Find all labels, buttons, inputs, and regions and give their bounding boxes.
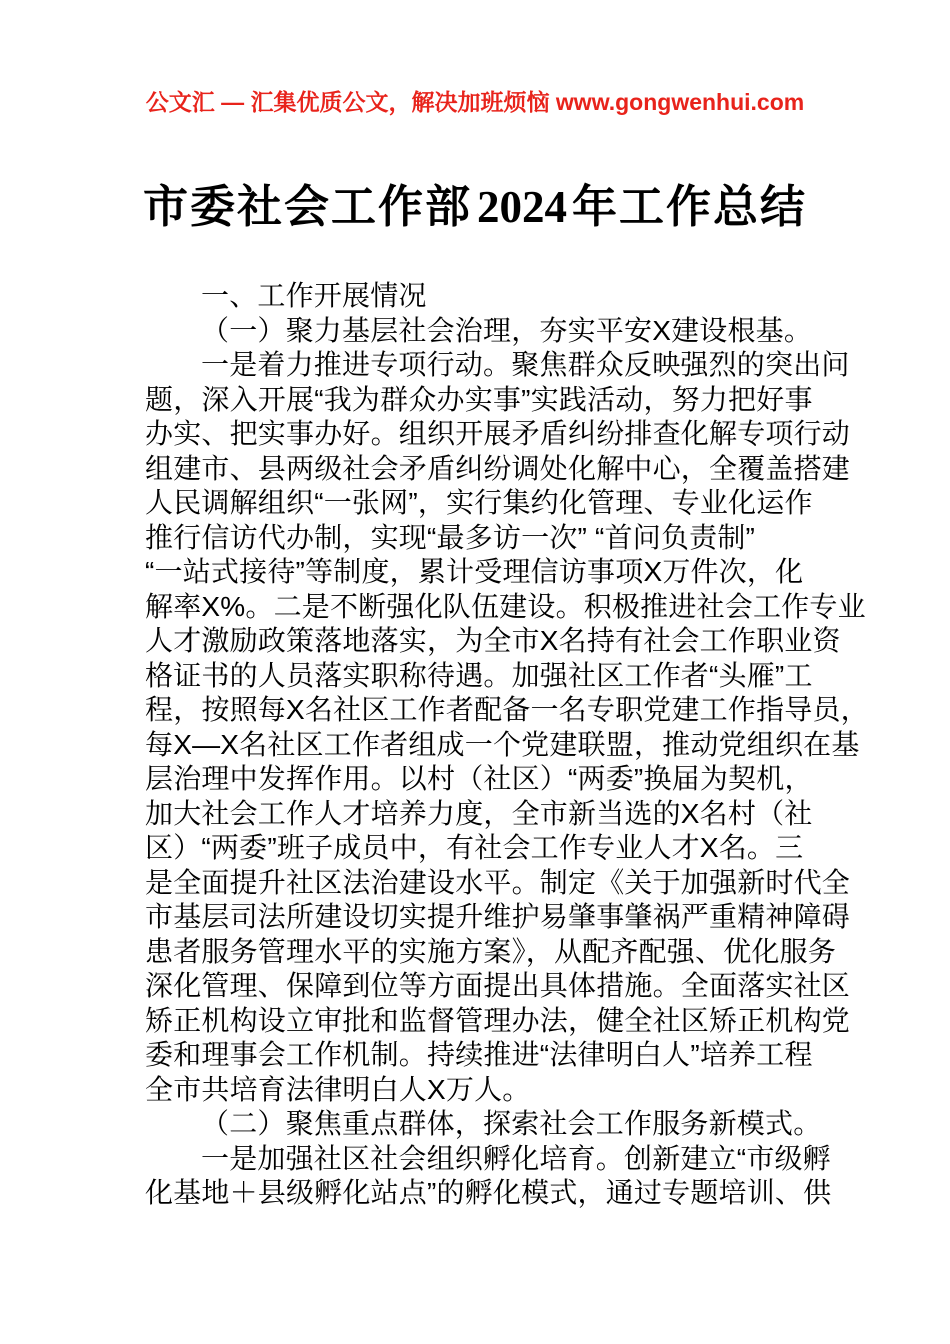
text-line: 人才激励政策落地落实，为全市X名持有社会工作职业资 <box>145 625 841 656</box>
text-line: “一站式接待”等制度，累计受理信访事项X万件次，化 <box>145 556 804 587</box>
text-line: 格证书的人员落实职称待遇。加强社区工作者“头雁”工 <box>145 659 813 691</box>
title-prefix: 市委社会工作部 <box>142 181 472 232</box>
text-line: 全市共培育法律明白人X万人。 <box>145 1073 531 1105</box>
text-line: 层治理中发挥作用。以村（社区）“两委”换届为契机， <box>145 763 813 794</box>
text-line: 矫正机构设立审批和监督管理办法，健全社区矫正机构党 <box>145 1004 851 1036</box>
text-line: 题，深入开展“我为群众办实事”实践活动，努力把好事 <box>145 383 813 415</box>
title-suffix: 年工作总结 <box>572 181 808 232</box>
text-line: 解率X%。二是不断强化队伍建设。积极推进社会工作专业 <box>145 590 866 622</box>
text-line: 患者服务管理水平的实施方案》，从配齐配强、优化服务 <box>145 935 837 967</box>
text-line: 组建市、县两级社会矛盾纠纷调处化解中心，全覆盖搭建 <box>145 452 851 484</box>
text-line: 委和理事会工作机制。持续推进“法律明白人”培养工程 <box>145 1039 813 1070</box>
text-line: 人民调解组织“一张网”，实行集约化管理、专业化运作 <box>145 487 813 518</box>
text-line: （一）聚力基层社会治理，夯实平安X建设根基。 <box>201 314 813 346</box>
title-year: 2024 <box>477 182 567 232</box>
text-line: 化基地＋县级孵化站点”的孵化模式，通过专题培训、供 <box>145 1177 832 1208</box>
text-line: （二）聚焦重点群体，探索社会工作服务新模式。 <box>201 1108 822 1139</box>
text-line: 一、工作开展情况 <box>201 280 427 311</box>
document-body <box>145 279 869 1211</box>
document-title <box>0 170 950 235</box>
text-line: 市基层司法所建设切实提升维护易肇事肇祸严重精神障碍 <box>145 901 851 932</box>
text-line: 是全面提升社区法治建设水平。制定《关于加强新时代全 <box>145 866 851 898</box>
text-line: 推行信访代办制，实现“最多访一次” “首问负责制” <box>145 521 756 553</box>
text-line: 区）“两委”班子成员中，有社会工作专业人才X名。三 <box>145 832 804 863</box>
text-line: 深化管理、保障到位等方面提出具体措施。全面落实社区 <box>145 970 851 1001</box>
text-line: 办实、把实事办好。组织开展矛盾纠纷排查化解专项行动 <box>145 418 851 449</box>
text-line: 每X—X名社区工作者组成一个党建联盟，推动党组织在基 <box>145 728 860 760</box>
site-watermark-text: 公文汇 — 汇集优质公文，解决加班烦恼 www.gongwenhui.com <box>145 89 805 115</box>
text-line: 程，按照每X名社区工作者配备一名专职党建工作指导员， <box>145 694 869 725</box>
text-line: 一是加强社区社会组织孵化培育。创新建立“市级孵 <box>201 1142 831 1174</box>
text-line: 加大社会工作人才培养力度，全市新当选的X名村（社 <box>145 797 813 829</box>
text-line: 一是着力推进专项行动。聚焦群众反映强烈的突出问 <box>201 349 850 380</box>
